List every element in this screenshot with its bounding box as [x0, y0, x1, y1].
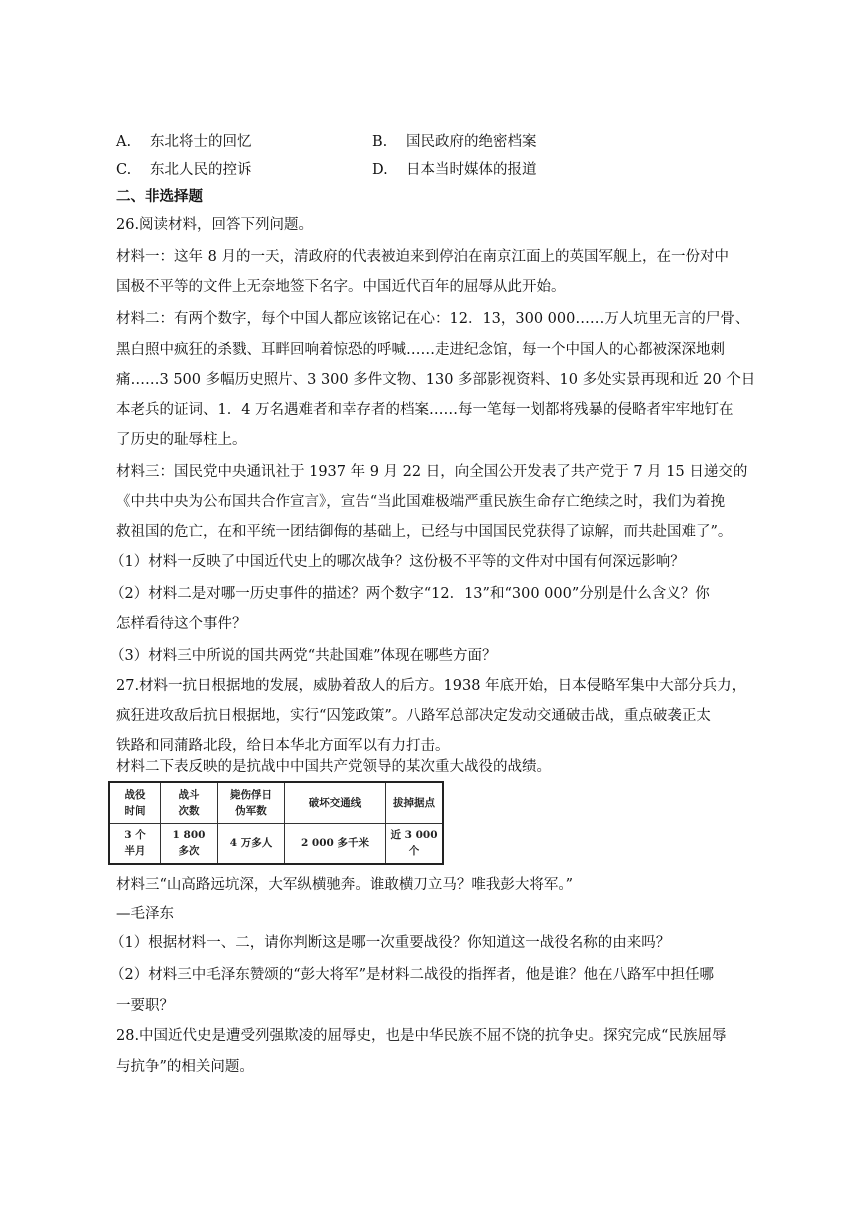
q26-title: 26.阅读材料，回答下列问题。 [116, 217, 314, 233]
section-heading: 二、非选择题 [116, 188, 203, 205]
q28-line: 28.中国近代史是遭受列强欺凌的屈辱史，也是中华民族不屈不饶的抗争史。探究完成“民族屈辱 [116, 1028, 727, 1044]
q26-material2-line: 本老兵的证词、1．4 万名遇难者和幸存者的档案……每一笔每一划都将残暴的侵略者牢牢地钉在 [116, 402, 734, 418]
option-d [372, 160, 537, 180]
q27-material2-intro: 材料二下表反映的是抗战中中国共产党领导的某次重大战役的战绩。 [116, 759, 551, 775]
q26-material3-line: 《中共中央为公布国共合作宣言》，宣告“当此国难极端严重民族生命存亡绝续之时，我们为着挽 [116, 494, 726, 510]
table-cell: 近 3 000 个 [386, 823, 444, 864]
q27-material3-source: —毛泽东 [116, 906, 174, 922]
option-text: 东北将士的回忆 [150, 134, 252, 150]
q27-material1-line: 27.材料一抗日根据地的发展，威胁着敌人的后方。1938 年底开始，日本侵略军集中大部分兵力， [116, 678, 747, 694]
q26-material3-line: 材料三：国民党中央通讯社于 1937 年 9 月 22 日，向全国公开发表了共产党于 7 月 15 日递交的 [116, 464, 748, 480]
option-letter: B. [372, 134, 388, 150]
option-a [116, 132, 252, 152]
table-row [109, 823, 443, 864]
q27-sub2-line: 一要职？ [116, 998, 174, 1014]
option-letter: C. [116, 162, 132, 178]
table-cell: 1 800 多次 [161, 823, 218, 864]
q27-material3: 材料三“山高路远坑深，大军纵横驰奔。谁敢横刀立马？唯我彭大将军。” [116, 877, 574, 893]
q26-material2-line: 痛……3 500 多幅历史照片、3 300 多件文物、130 多部影视资料、10 多处实景再现和近 20 个日 [116, 372, 756, 388]
option-letter: D. [372, 162, 388, 178]
table-header-cell: 毙伤俘日 伪军数 [218, 782, 285, 823]
q27-material1-line: 铁路和同蒲路北段，给日本华北方面军以有力打击。 [116, 738, 450, 754]
q26-sub2-line: 怎样看待这个事件？ [116, 616, 247, 632]
table-cell: 3 个 半月 [109, 823, 161, 864]
q26-sub1: （1）材料一反映了中国近代史上的哪次战争？这份极不平等的文件对中国有何深远影响？ [110, 554, 685, 570]
q26-material2-line: 黑白照中疯狂的杀戮、耳畔回响着惊恐的呼喊……走进纪念馆，每一个中国人的心都被深深地刺 [116, 342, 725, 358]
q27-material1-line: 疯狂进攻敌后抗日根据地，实行“囚笼政策”。八路军总部决定发动交通破击战，重点破袭正太 [116, 708, 711, 724]
table-header-cell: 战役 时间 [109, 782, 161, 823]
q26-sub3: （3）材料三中所说的国共两党“共赴国难”体现在哪些方面？ [110, 648, 497, 664]
table-header-row [109, 782, 443, 823]
option-b [372, 132, 537, 152]
q26-material1-line: 材料一：这年 8 月的一天，清政府的代表被迫来到停泊在南京江面上的英国军舰上，在一份对中 [116, 249, 729, 265]
option-text: 日本当时媒体的报道 [406, 162, 537, 178]
q27-sub2-line: （2）材料三中毛泽东赞颂的“彭大将军”是材料二战役的指挥者，他是谁？他在八路军中担任哪 [110, 967, 715, 983]
q26-material1-line: 国极不平等的文件上无奈地签下名字。中国近代百年的屈辱从此开始。 [116, 279, 566, 295]
table-header-cell: 破坏交通线 [285, 782, 386, 823]
q26-material3-line: 救祖国的危亡，在和平统一团结御侮的基础上，已经与中国国民党获得了谅解，而共赴国难了”。 [116, 524, 733, 540]
option-c [116, 160, 252, 180]
option-text: 国民政府的绝密档案 [406, 134, 537, 150]
table-header-cell: 战斗 次数 [161, 782, 218, 823]
table-cell: 4 万多人 [218, 823, 285, 864]
q26-material2-line: 了历史的耻辱柱上。 [116, 432, 247, 448]
option-text: 东北人民的控诉 [150, 162, 252, 178]
q26-sub2-line: （2）材料二是对哪一历史事件的描述？两个数字“12．13”和“300 000”分别是什么含义？你 [110, 586, 710, 602]
battle-results-table [108, 781, 444, 865]
q28-line: 与抗争”的相关问题。 [116, 1059, 254, 1075]
table-header-cell: 拔掉据点 [386, 782, 444, 823]
option-letter: A. [116, 134, 132, 150]
q27-sub1: （1）根据材料一、二，请你判断这是哪一次重要战役？你知道这一战役名称的由来吗？ [110, 935, 671, 951]
table-cell: 2 000 多千米 [285, 823, 386, 864]
q26-material2-line: 材料二：有两个数字，每个中国人都应该铭记在心：12．13，300 000……万人坑里无言的尸骨、 [116, 311, 750, 327]
